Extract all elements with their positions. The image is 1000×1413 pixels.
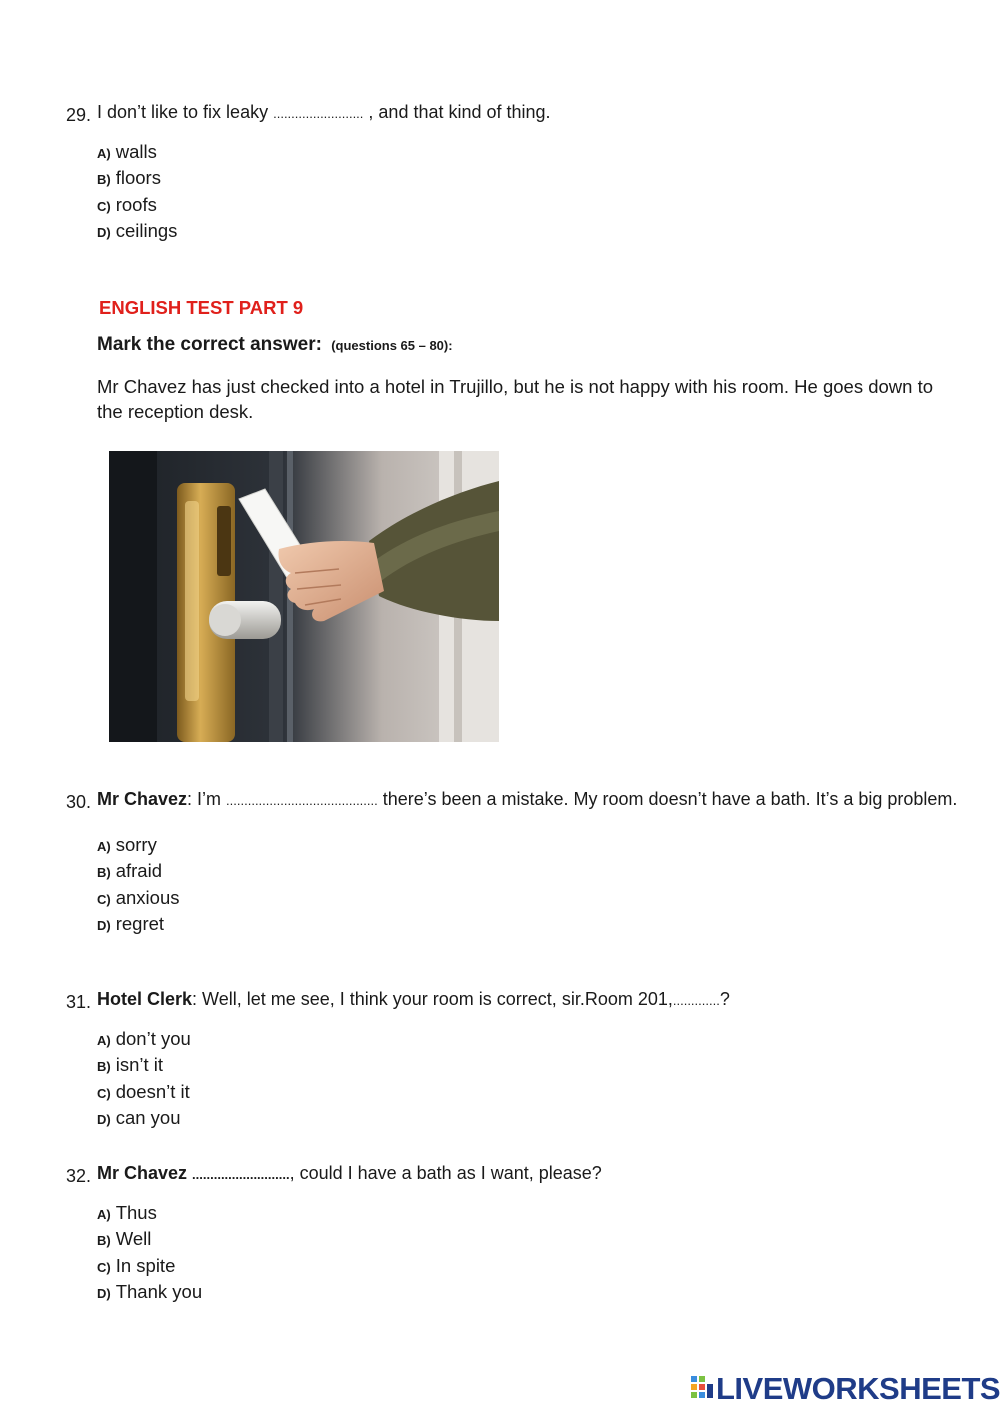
option-text: anxious xyxy=(115,886,180,908)
option-label: B) xyxy=(97,172,111,188)
question-number: 30. xyxy=(66,792,92,812)
intro-paragraph: Mr Chavez has just checked into a hotel in Trujillo, but he is not happy with his room. He goes down to the reception desk. xyxy=(97,376,934,422)
option-label: C) xyxy=(97,1259,111,1275)
question-text-after: ? xyxy=(719,989,730,1009)
speaker-name: Hotel Clerk xyxy=(97,989,193,1009)
option-label: A) xyxy=(97,1033,111,1048)
option-a[interactable] xyxy=(97,139,966,165)
question-text-before: : I’m xyxy=(187,789,222,809)
option-b[interactable] xyxy=(97,1052,966,1078)
option-c[interactable] xyxy=(97,1079,966,1105)
keycard-door-photo xyxy=(109,451,499,742)
option-a[interactable] xyxy=(97,1200,966,1226)
liveworksheets-logo[interactable] xyxy=(691,1372,1000,1406)
instruction-sub: (questions 65 – 80): xyxy=(331,338,453,353)
option-label: A) xyxy=(97,839,111,854)
option-d[interactable] xyxy=(97,1105,966,1131)
option-text: isn’t it xyxy=(115,1054,164,1076)
option-b[interactable] xyxy=(97,858,966,884)
option-c[interactable] xyxy=(97,1253,966,1279)
question-32 xyxy=(66,1162,966,1305)
question-text-before: I don’t like to fix leaky xyxy=(97,102,269,122)
question-text-after: there’s been a mistake. My room doesn’t have a bath. It’s a big problem. xyxy=(382,789,958,809)
option-text: Well xyxy=(115,1228,152,1250)
section-title: ENGLISH TEST PART 9 xyxy=(99,297,304,318)
option-a[interactable] xyxy=(97,1026,966,1052)
option-label: D) xyxy=(97,224,111,240)
option-label: C) xyxy=(97,891,111,907)
option-text: Thus xyxy=(115,1202,157,1223)
option-a[interactable] xyxy=(97,832,966,858)
option-text: Thank you xyxy=(115,1280,203,1302)
answer-blank[interactable]: .......................................... xyxy=(226,793,378,808)
answer-blank[interactable]: ......................... xyxy=(273,106,364,121)
option-text: don’t you xyxy=(115,1028,191,1049)
option-d[interactable] xyxy=(97,218,966,244)
logo-mark-icon xyxy=(691,1376,713,1402)
option-b[interactable] xyxy=(97,165,966,191)
option-label: D) xyxy=(97,1285,111,1301)
option-text: can you xyxy=(115,1106,181,1128)
option-text: In spite xyxy=(115,1254,176,1276)
option-label: C) xyxy=(97,198,111,214)
answer-blank[interactable]: ............. xyxy=(672,993,720,1008)
speaker-name: Mr Chavez xyxy=(97,789,188,809)
option-label: B) xyxy=(97,1233,111,1249)
option-label: C) xyxy=(97,1085,111,1101)
question-text-before: : Well, let me see, I think your room is correct, sir.Room 201, xyxy=(192,989,673,1009)
instruction-main: Mark the correct answer: xyxy=(97,334,322,355)
answer-blank[interactable]: ........................... xyxy=(192,1167,290,1182)
option-d[interactable] xyxy=(97,1279,966,1305)
logo-text: LIVEWORKSHEETS xyxy=(716,1371,1000,1406)
option-text: roofs xyxy=(115,193,157,215)
option-label: B) xyxy=(97,1059,111,1075)
options-list xyxy=(97,139,966,244)
options-list xyxy=(97,1200,966,1305)
option-c[interactable] xyxy=(97,192,966,218)
question-text xyxy=(97,988,966,1012)
option-text: ceilings xyxy=(115,219,178,241)
option-text: afraid xyxy=(115,860,162,882)
option-text: sorry xyxy=(115,834,157,855)
question-text-after: , and that kind of thing. xyxy=(368,102,551,122)
instruction xyxy=(97,334,453,356)
option-text: regret xyxy=(115,912,165,934)
question-text xyxy=(97,1162,966,1186)
question-number: 31. xyxy=(66,992,92,1012)
option-b[interactable] xyxy=(97,1226,966,1252)
question-30 xyxy=(66,788,966,937)
option-label: D) xyxy=(97,917,111,933)
options-list xyxy=(97,832,966,937)
question-text-after: , could I have a bath as I want, please? xyxy=(289,1163,602,1183)
option-d[interactable] xyxy=(97,911,966,937)
option-text: floors xyxy=(115,167,161,189)
question-text xyxy=(97,788,966,812)
option-label: A) xyxy=(97,1207,111,1222)
question-31 xyxy=(66,988,966,1131)
option-label: A) xyxy=(97,146,111,161)
option-text: doesn’t it xyxy=(115,1080,190,1102)
option-label: D) xyxy=(97,1111,111,1127)
options-list xyxy=(97,1026,966,1131)
question-29 xyxy=(66,101,966,244)
option-label: B) xyxy=(97,865,111,881)
question-number: 32. xyxy=(66,1166,92,1186)
question-text xyxy=(97,101,966,125)
option-text: walls xyxy=(115,141,157,162)
option-c[interactable] xyxy=(97,885,966,911)
speaker-name: Mr Chavez xyxy=(97,1163,188,1183)
question-number: 29. xyxy=(66,105,92,125)
